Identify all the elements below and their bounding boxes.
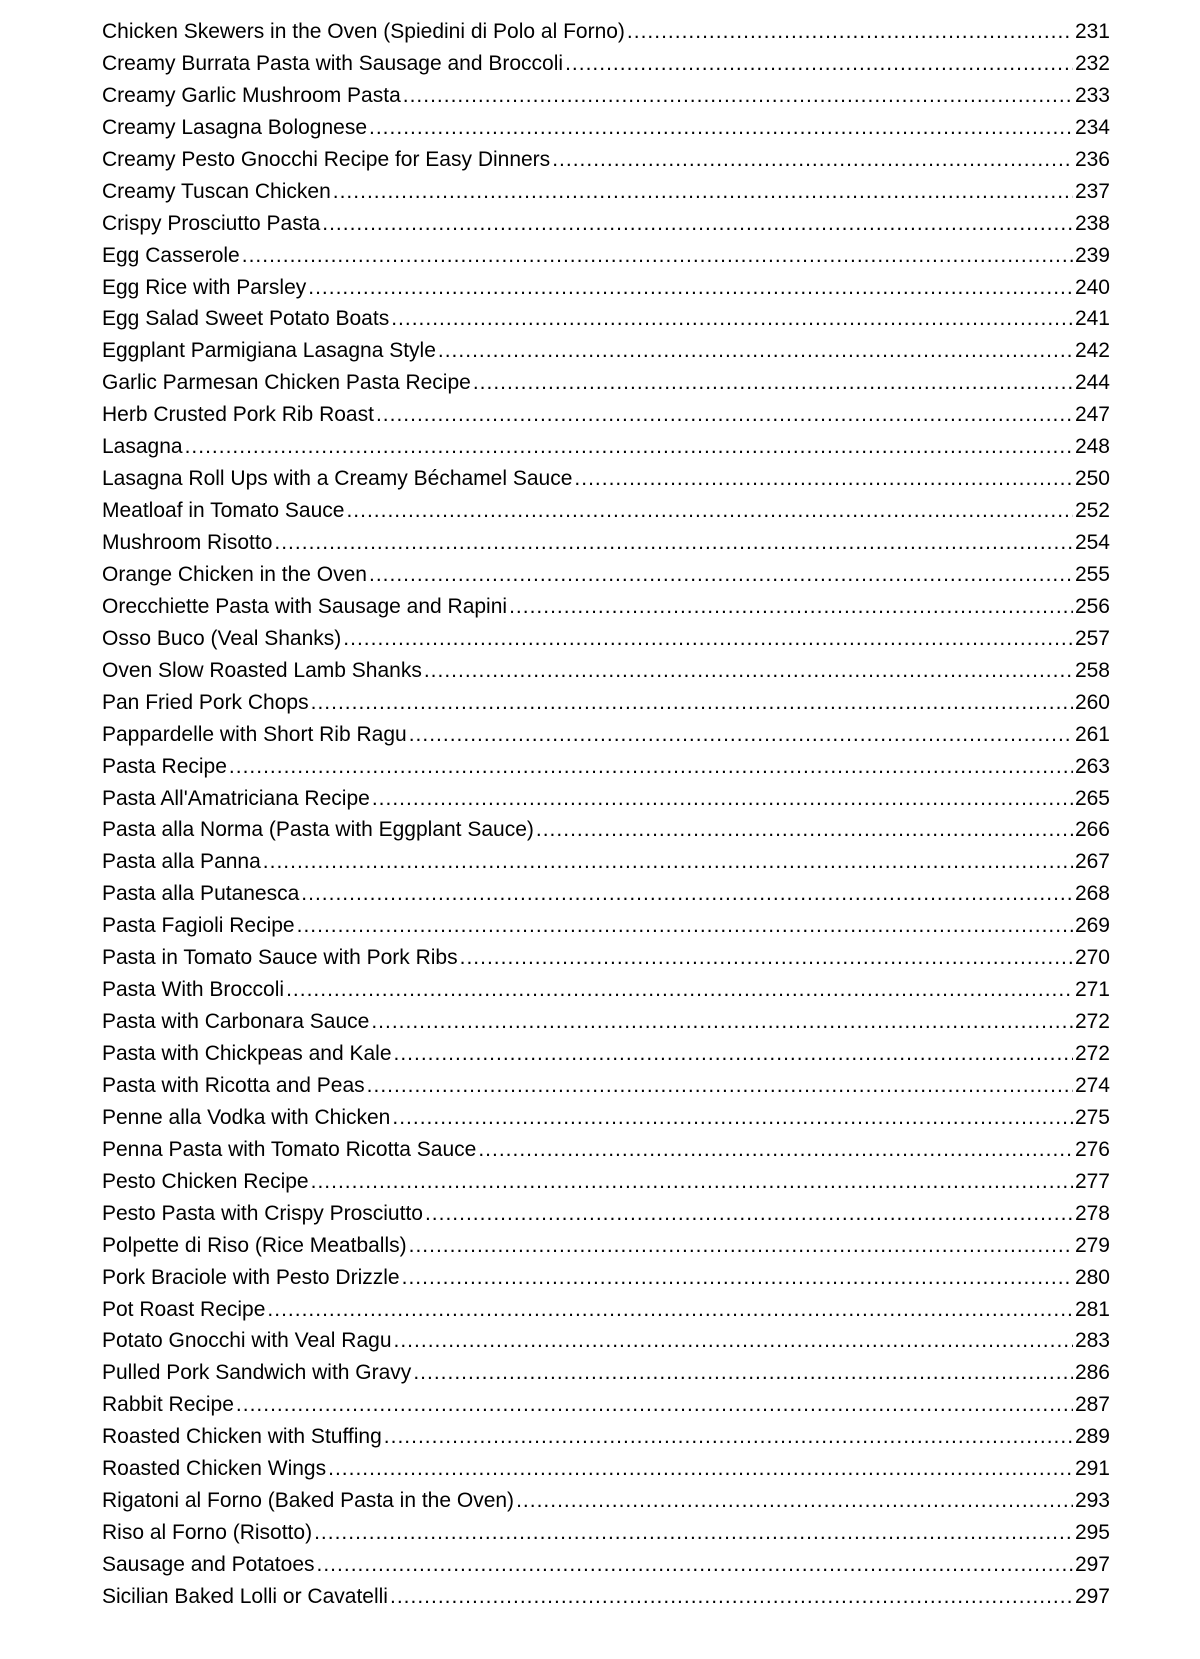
toc-entry-title: Lasagna	[102, 435, 183, 459]
toc-entry-page-number: 265	[1074, 786, 1110, 810]
toc-dot-leader	[236, 1389, 1073, 1421]
toc-entry-title: Chicken Skewers in the Oven (Spiedini di Polo al Forno)	[102, 20, 625, 43]
toc-entry-title: Pesto Chicken Recipe	[102, 1169, 309, 1193]
toc-entry-page-number: 277	[1074, 1169, 1110, 1193]
toc-entry-page-number: 281	[1074, 1297, 1110, 1321]
toc-dot-leader	[346, 495, 1073, 527]
toc-entry[interactable]	[102, 1453, 1110, 1485]
toc-entry[interactable]	[102, 878, 1110, 910]
toc-entry-title: Pork Braciole with Pesto Drizzle	[102, 1265, 400, 1289]
toc-entry-page-number: 279	[1074, 1233, 1110, 1257]
toc-entry[interactable]	[102, 751, 1110, 783]
toc-entry-page-number: 261	[1074, 722, 1110, 746]
toc-entry[interactable]	[102, 1581, 1110, 1613]
toc-entry[interactable]	[102, 719, 1110, 751]
toc-entry-title: Riso al Forno (Risotto)	[102, 1521, 313, 1545]
toc-entry[interactable]	[102, 527, 1110, 559]
toc-dot-leader	[402, 1262, 1073, 1294]
toc-entry-page-number: 240	[1074, 275, 1110, 299]
toc-entry-title: Egg Casserole	[102, 243, 240, 267]
toc-dot-leader	[391, 303, 1073, 335]
toc-dot-leader	[390, 1581, 1073, 1613]
toc-entry-title: Oven Slow Roasted Lamb Shanks	[102, 658, 422, 682]
toc-entry-title: Rabbit Recipe	[102, 1393, 234, 1417]
toc-entry[interactable]	[102, 431, 1110, 463]
toc-dot-leader	[394, 1038, 1073, 1070]
toc-entry[interactable]	[102, 272, 1110, 304]
toc-entry-title: Potato Gnocchi with Veal Ragu	[102, 1329, 392, 1353]
toc-entry[interactable]	[102, 1102, 1110, 1134]
toc-dot-leader	[263, 846, 1073, 878]
toc-entry[interactable]	[102, 1421, 1110, 1453]
toc-entry-title: Pasta alla Panna	[102, 850, 261, 874]
toc-dot-leader	[311, 1166, 1073, 1198]
toc-entry-page-number: 233	[1074, 83, 1110, 107]
toc-entry[interactable]	[102, 1198, 1110, 1230]
toc-dot-leader	[409, 719, 1073, 751]
toc-dot-leader	[392, 1102, 1073, 1134]
toc-entry[interactable]	[102, 559, 1110, 591]
toc-dot-leader	[308, 272, 1073, 304]
toc-dot-leader	[409, 1230, 1073, 1262]
toc-dot-leader	[367, 1070, 1073, 1102]
toc-dot-leader	[376, 399, 1073, 431]
toc-entry-page-number: 239	[1074, 243, 1110, 267]
toc-dot-leader	[274, 527, 1073, 559]
toc-entry-title: Pasta with Chickpeas and Kale	[102, 1042, 392, 1065]
toc-entry[interactable]	[102, 1230, 1110, 1262]
toc-entry-title: Polpette di Riso (Rice Meatballs)	[102, 1233, 407, 1257]
toc-dot-leader	[574, 463, 1073, 495]
toc-entry[interactable]	[102, 399, 1110, 431]
toc-entry[interactable]	[102, 335, 1110, 367]
toc-entry[interactable]	[102, 144, 1110, 176]
toc-dot-leader	[369, 559, 1073, 591]
toc-dot-leader	[565, 48, 1073, 80]
toc-entry-page-number: 255	[1074, 562, 1110, 586]
toc-entry-page-number: 248	[1074, 435, 1110, 459]
toc-dot-leader	[460, 942, 1073, 974]
toc-entry-title: Pot Roast Recipe	[102, 1297, 266, 1321]
toc-entry-title: Mushroom Risotto	[102, 531, 273, 554]
toc-dot-leader	[314, 1517, 1073, 1549]
toc-entry-title: Lasagna Roll Ups with a Creamy Béchamel Sauce	[102, 467, 573, 491]
toc-entry[interactable]	[102, 1389, 1110, 1421]
toc-dot-leader	[473, 367, 1073, 399]
toc-entry-title: Creamy Burrata Pasta with Sausage and Broccoli	[102, 51, 564, 75]
toc-entry[interactable]	[102, 303, 1110, 335]
toc-entry-title: Pulled Pork Sandwich with Gravy	[102, 1361, 412, 1385]
toc-dot-leader	[384, 1421, 1073, 1453]
toc-entry-page-number: 258	[1074, 658, 1110, 682]
toc-entry-page-number: 293	[1074, 1489, 1110, 1513]
toc-entry-page-number: 237	[1074, 179, 1110, 203]
toc-entry-title: Pasta alla Putanesca	[102, 882, 300, 906]
toc-entry-title: Pasta All'Amatriciana Recipe	[102, 786, 370, 810]
toc-entry-page-number: 231	[1074, 20, 1110, 43]
toc-entry[interactable]	[102, 623, 1110, 655]
toc-entry[interactable]	[102, 48, 1110, 80]
toc-entry-title: Creamy Tuscan Chicken	[102, 179, 331, 203]
toc-dot-leader	[413, 1357, 1073, 1389]
toc-entry[interactable]	[102, 846, 1110, 878]
toc-entry[interactable]	[102, 910, 1110, 942]
toc-entry[interactable]	[102, 783, 1110, 815]
toc-entry[interactable]	[102, 16, 1110, 48]
toc-entry-page-number: 254	[1074, 531, 1110, 554]
toc-dot-leader	[372, 783, 1073, 815]
toc-entry-page-number: 244	[1074, 371, 1110, 395]
toc-dot-leader	[478, 1134, 1073, 1166]
toc-entry[interactable]	[102, 1038, 1110, 1070]
toc-entry-page-number: 268	[1074, 882, 1110, 906]
toc-entry-page-number: 278	[1074, 1201, 1110, 1225]
toc-entry[interactable]	[102, 1166, 1110, 1198]
toc-entry[interactable]	[102, 80, 1110, 112]
toc-entry-page-number: 266	[1074, 818, 1110, 842]
toc-dot-leader	[286, 974, 1073, 1006]
toc-entry[interactable]	[102, 463, 1110, 495]
toc-entry-title: Roasted Chicken with Stuffing	[102, 1425, 382, 1449]
toc-entry-title: Pasta alla Norma (Pasta with Eggplant Sauce)	[102, 818, 534, 842]
toc-dot-leader	[369, 112, 1073, 144]
toc-entry-page-number: 274	[1074, 1073, 1110, 1097]
toc-entry[interactable]	[102, 176, 1110, 208]
toc-dot-leader	[438, 335, 1073, 367]
toc-entry[interactable]	[102, 687, 1110, 719]
toc-dot-leader	[317, 1549, 1073, 1581]
toc-entry-page-number: 260	[1074, 690, 1110, 714]
toc-entry-title: Pasta with Ricotta and Peas	[102, 1073, 365, 1097]
toc-dot-leader	[627, 16, 1073, 48]
toc-entry-page-number: 271	[1074, 978, 1110, 1002]
toc-dot-leader	[185, 431, 1073, 463]
toc-entry-title: Pan Fried Pork Chops	[102, 690, 309, 714]
toc-dot-leader	[267, 1294, 1073, 1326]
toc-dot-leader	[371, 1006, 1073, 1038]
toc-entry-title: Pesto Pasta with Crispy Prosciutto	[102, 1201, 423, 1225]
toc-entry-title: Sicilian Baked Lolli or Cavatelli	[102, 1584, 388, 1608]
toc-dot-leader	[328, 1453, 1073, 1485]
toc-entry-page-number: 289	[1074, 1425, 1110, 1449]
toc-entry-title: Penna Pasta with Tomato Ricotta Sauce	[102, 1137, 477, 1161]
toc-entry-page-number: 242	[1074, 339, 1110, 363]
toc-entry-page-number: 269	[1074, 914, 1110, 938]
toc-entry-page-number: 236	[1074, 147, 1110, 171]
toc-entry-page-number: 234	[1074, 115, 1110, 139]
toc-entry-page-number: 283	[1074, 1329, 1110, 1353]
toc-entry[interactable]	[102, 814, 1110, 846]
toc-entry[interactable]	[102, 1294, 1110, 1326]
toc-entry-title: Pasta Recipe	[102, 754, 227, 778]
toc-dot-leader	[425, 1198, 1073, 1230]
toc-entry-page-number: 241	[1074, 307, 1110, 331]
toc-entry-page-number: 250	[1074, 467, 1110, 491]
toc-entry-page-number: 256	[1074, 594, 1110, 618]
toc-entry[interactable]	[102, 208, 1110, 240]
toc-entry-title: Creamy Lasagna Bolognese	[102, 115, 368, 139]
toc-dot-leader	[229, 751, 1073, 783]
toc-entry[interactable]	[102, 1325, 1110, 1357]
toc-dot-leader	[301, 878, 1073, 910]
toc-entry-title: Pasta Fagioli Recipe	[102, 914, 295, 938]
toc-entry[interactable]	[102, 240, 1110, 272]
toc-entry-page-number: 257	[1074, 626, 1110, 650]
toc-entry-title: Osso Buco (Veal Shanks)	[102, 626, 342, 650]
toc-entry-title: Crispy Prosciutto Pasta	[102, 211, 321, 235]
toc-entry-title: Creamy Garlic Mushroom Pasta	[102, 83, 401, 107]
toc-entry-page-number: 272	[1074, 1010, 1110, 1034]
toc-entry-title: Herb Crusted Pork Rib Roast	[102, 403, 374, 427]
toc-entry-title: Creamy Pesto Gnocchi Recipe for Easy Dinners	[102, 147, 551, 171]
toc-entry-title: Pasta in Tomato Sauce with Pork Ribs	[102, 946, 458, 970]
toc-entry[interactable]	[102, 1485, 1110, 1517]
toc-entry-page-number: 276	[1074, 1137, 1110, 1161]
toc-dot-leader	[322, 208, 1073, 240]
toc-entry-page-number: 272	[1074, 1042, 1110, 1065]
toc-entry-page-number: 297	[1074, 1553, 1110, 1576]
toc-entry-page-number: 287	[1074, 1393, 1110, 1417]
toc-dot-leader	[311, 687, 1073, 719]
toc-entry-title: Pappardelle with Short Rib Ragu	[102, 722, 407, 746]
toc-entry-page-number: 275	[1074, 1105, 1110, 1129]
toc-entry[interactable]	[102, 1262, 1110, 1294]
toc-entry[interactable]	[102, 1549, 1110, 1581]
toc-dot-leader	[552, 144, 1073, 176]
toc-entry-page-number: 267	[1074, 850, 1110, 874]
toc-entry-title: Eggplant Parmigiana Lasagna Style	[102, 339, 436, 363]
toc-entry-page-number: 295	[1074, 1521, 1110, 1545]
toc-dot-leader	[394, 1325, 1073, 1357]
toc-dot-leader	[242, 240, 1073, 272]
toc-entry-title: Egg Rice with Parsley	[102, 275, 307, 299]
toc-dot-leader	[333, 176, 1073, 208]
toc-entry-page-number: 238	[1074, 211, 1110, 235]
toc-entry-title: Egg Salad Sweet Potato Boats	[102, 307, 390, 331]
toc-entry[interactable]	[102, 1134, 1110, 1166]
toc-entry[interactable]	[102, 1070, 1110, 1102]
toc-dot-leader	[424, 655, 1073, 687]
toc-entry-title: Pasta With Broccoli	[102, 978, 285, 1002]
toc-entry[interactable]	[102, 1006, 1110, 1038]
toc-entry[interactable]	[102, 591, 1110, 623]
toc-entry-page-number: 270	[1074, 946, 1110, 970]
toc-entry-page-number: 286	[1074, 1361, 1110, 1385]
toc-dot-leader	[509, 591, 1073, 623]
toc-entry-title: Roasted Chicken Wings	[102, 1457, 327, 1481]
toc-entry[interactable]	[102, 367, 1110, 399]
toc-entry[interactable]	[102, 655, 1110, 687]
toc-entry-page-number: 291	[1074, 1457, 1110, 1481]
toc-entry[interactable]	[102, 942, 1110, 974]
toc-entry-page-number: 252	[1074, 499, 1110, 523]
toc-entry-page-number: 232	[1074, 51, 1110, 75]
toc-entry-title: Pasta with Carbonara Sauce	[102, 1010, 370, 1034]
toc-entry[interactable]	[102, 1357, 1110, 1389]
toc-dot-leader	[516, 1485, 1073, 1517]
toc-dot-leader	[297, 910, 1073, 942]
toc-entry[interactable]	[102, 974, 1110, 1006]
toc-entry-title: Orange Chicken in the Oven	[102, 562, 367, 586]
toc-entry-title: Rigatoni al Forno (Baked Pasta in the Oven)	[102, 1489, 515, 1513]
toc-entry-title: Penne alla Vodka with Chicken	[102, 1105, 391, 1129]
toc-entry-page-number: 280	[1074, 1265, 1110, 1289]
table-of-contents	[102, 16, 1110, 1613]
toc-entry-page-number: 247	[1074, 403, 1110, 427]
toc-entry[interactable]	[102, 495, 1110, 527]
toc-entry[interactable]	[102, 1517, 1110, 1549]
toc-dot-leader	[343, 623, 1073, 655]
toc-entry-title: Orecchiette Pasta with Sausage and Rapini	[102, 594, 508, 618]
toc-entry-title: Garlic Parmesan Chicken Pasta Recipe	[102, 371, 471, 395]
toc-entry-title: Sausage and Potatoes	[102, 1553, 315, 1576]
toc-entry[interactable]	[102, 112, 1110, 144]
toc-entry-title: Meatloaf in Tomato Sauce	[102, 499, 345, 523]
toc-entry-page-number: 297	[1074, 1584, 1110, 1608]
toc-entry-page-number: 263	[1074, 754, 1110, 778]
toc-dot-leader	[403, 80, 1073, 112]
toc-dot-leader	[536, 814, 1073, 846]
